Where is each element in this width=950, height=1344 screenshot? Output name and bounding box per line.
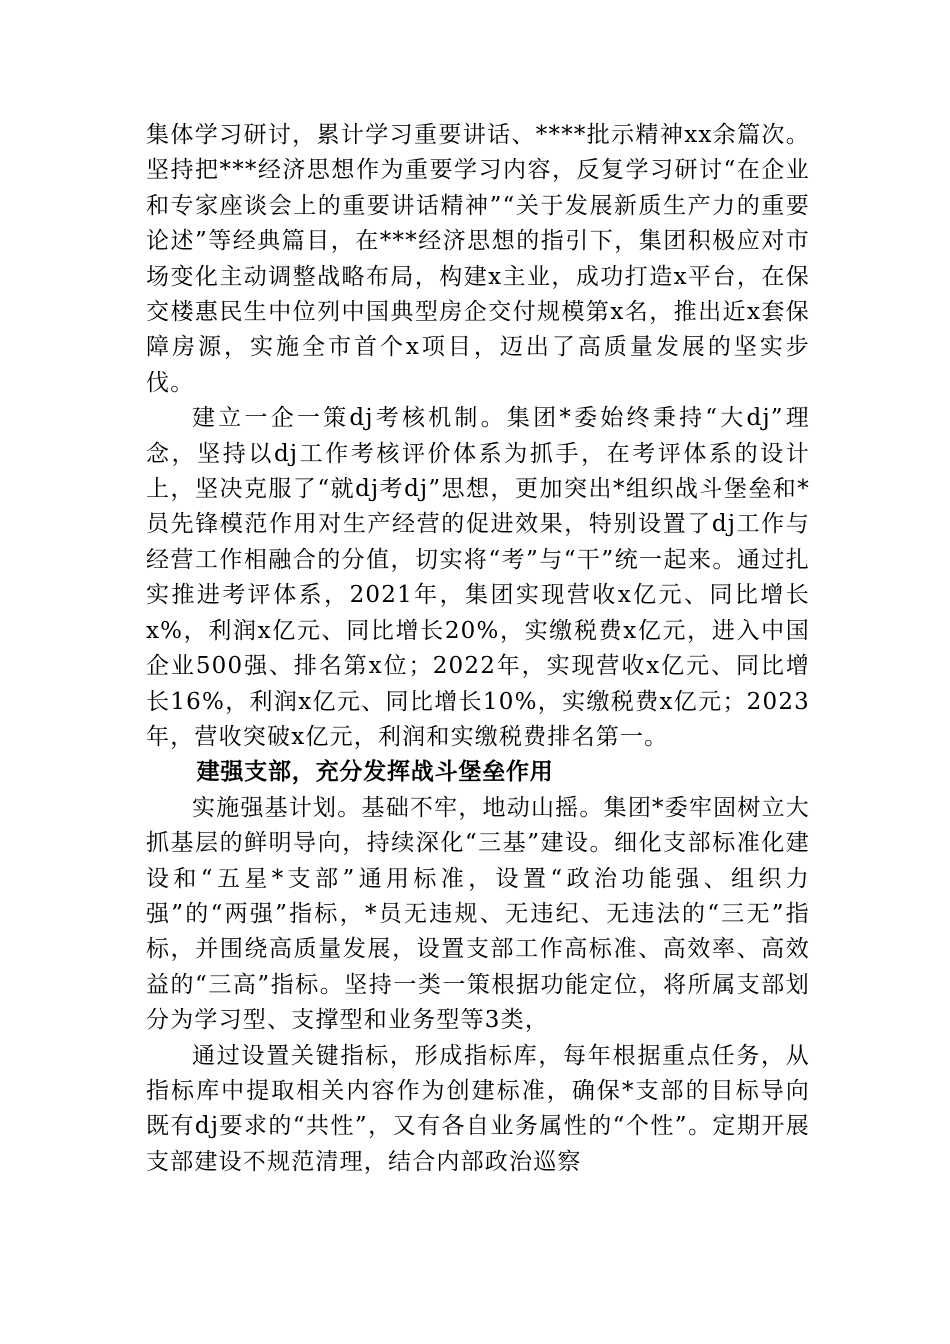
paragraph-key-indicators: 通过设置关键指标，形成指标库，每年根据重点任务，从指标库中提取相关内容作为创建标准，确保*支部的目标导向既有dj要求的“共性”，又有各自业务属性的“个性”。定期开展支部建设不规范清理，结合内部政治巡察 [146,1042,810,1175]
section-heading: 建强支部，充分发挥战斗堡垒作用 [196,759,554,786]
paragraph-strong-foundation: 实施强基计划。基础不牢，地动山摇。集团*委牢固树立大抓基层的鲜明导向，持续深化“三基”建设。细化支部标准化建设和“五星*支部”通用标准，设置“政治功能强、组织力强”的“两强”指标，*员无违规、无违纪、无违法的“三无”指标，并围绕高质量发展，设置支部工作高标准、高效率、高效益的“三高”指标。坚持一类一策根据功能定位，将所属支部划分为学习型、支撑型和业务型等3类， [146,794,810,1034]
document-page [146,118,810,1180]
paragraph-assessment-mechanism: 建立一企一策dj考核机制。集团*委始终秉持“大dj”理念，坚持以dj工作考核评价体系为抓手，在考评体系的设计上，坚决克服了“就dj考dj”思想，更加突出*组织战斗堡垒和*员先锋模范作用对生产经营的促进效果，特别设置了dj工作与经营工作相融合的分值，切实将“考”与“干”统一起来。通过扎实推进考评体系，2021年，集团实现营收x亿元、同比增长x%，利润x亿元、同比增长20%，实缴税费x亿元，进入中国企业500强、排名第x位；2022年，实现营收x亿元、同比增长16%，利润x亿元、同比增长10%，实缴税费x亿元；2023年，营收突破x亿元，利润和实缴税费排名第一。 [146,405,810,750]
paragraph-study: 集体学习研讨，累计学习重要讲话、****批示精神xx余篇次。坚持把***经济思想作为重要学习内容，反复学习研讨“在企业和专家座谈会上的重要讲话精神”“关于发展新质生产力的重要论述”等经典篇目，在***经济思想的指引下，集团积极应对市场变化主动调整战略布局，构建x主业，成功打造x平台，在保交楼惠民生中位列中国典型房企交付规模第x名，推出近x套保障房源，实施全市首个x项目，迈出了高质量发展的坚实步伐。 [146,122,810,396]
